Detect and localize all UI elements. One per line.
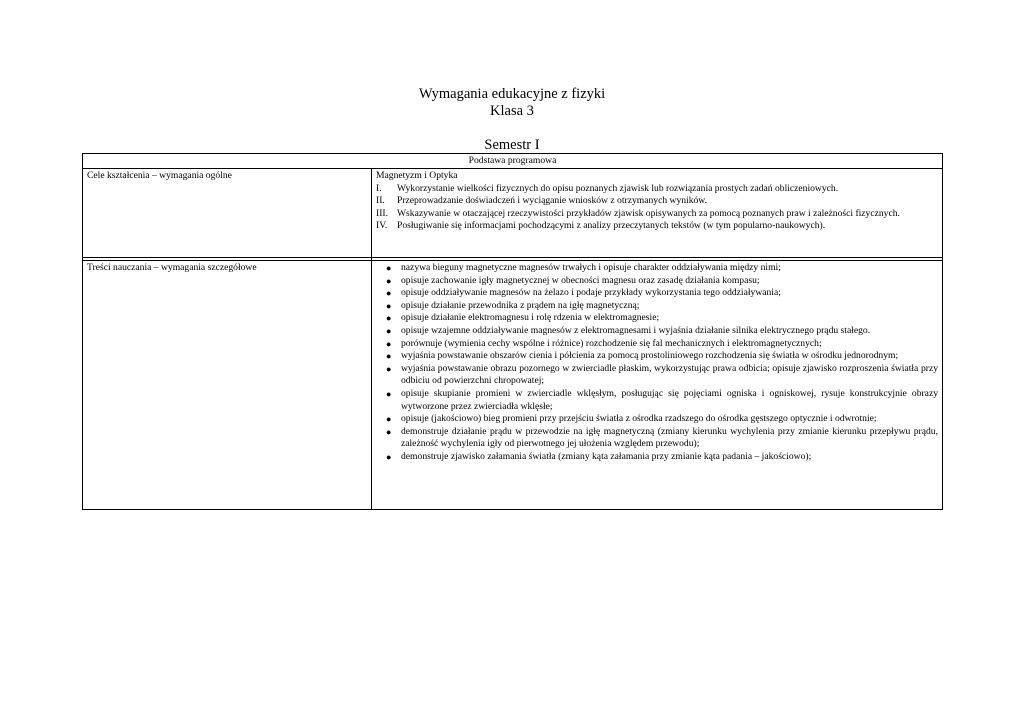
list-item-text: opisuje zachowanie igły magnetycznej w obecności magnesu oraz zasadę działania kompasu; <box>401 274 760 286</box>
bullet-icon: ● <box>386 351 392 362</box>
list-item-text: demonstruje zjawisko załamania światła (zmiany kąta załamania przy zmianie kąta padania – jakościowo); <box>401 450 812 462</box>
list-item <box>386 312 938 325</box>
detailed-requirements-row <box>83 261 943 510</box>
section-title: Magnetyzm i Optyka <box>376 170 458 181</box>
general-goals-list <box>376 183 938 233</box>
list-item-text: nazywa bieguny magnetyczne magnesów trwałych i opisuje charakter oddziaływania między nimi; <box>401 262 781 273</box>
list-item-text: opisuje (jakościowo) bieg promieni przy przejściu światła z ośrodka rzadszego do ośrodka gęstszego optycznie i odwrotnie; <box>401 413 877 425</box>
bullet-icon: ● <box>386 300 392 311</box>
list-item <box>386 387 938 413</box>
bullet-icon: ● <box>386 451 392 462</box>
bullet-icon: ● <box>386 313 392 324</box>
list-item-text: opisuje oddziaływanie magnesów na żelazo i podaje przykłady wykorzystania tego oddziaływania; <box>401 287 781 299</box>
bullet-icon: ● <box>386 263 392 273</box>
list-item-text: wyjaśnia powstawanie obszarów cienia i półcienia za pomocą prostoliniowego rozchodzenia się światła w ośrodku jednorodnym; <box>401 350 899 362</box>
list-item <box>386 362 938 388</box>
list-item-text: opisuje skupianie promieni w zwierciadle wklęsłym, posługując się pojęciami ogniska i ogniskowej, rysuje konstrukcyjnie obrazy wytworzone przez zwierciadła wklęsłe; <box>401 387 938 412</box>
goal-item <box>376 220 938 233</box>
list-item-text: opisuje wzajemne oddziaływanie magnesów z elektromagnesami i wyjaśnia działanie silnika elektrycznego prądu stałego. <box>401 324 871 336</box>
bullet-icon: ● <box>386 426 392 437</box>
list-item-text: opisuje działanie elektromagnesu i rolę rdzenia w elektromagnesie; <box>401 312 660 324</box>
list-item <box>386 262 938 275</box>
bullet-icon: ● <box>386 288 392 299</box>
bullet-icon: ● <box>386 388 392 399</box>
list-item-text: porównuje (wymienia cechy wspólne i różnice) rozchodzenie się fal mechanicznych i elektromagnetycznych; <box>401 337 822 349</box>
goal-number: I. <box>376 182 382 194</box>
bullet-icon: ● <box>386 275 392 286</box>
list-item <box>386 337 938 351</box>
general-requirements-content <box>372 169 943 258</box>
list-item <box>386 413 938 426</box>
list-item <box>386 287 938 300</box>
goal-text: Posługiwanie się informacjami pochodzącymi z analizy przeczytanych tekstów (w tym popularno-naukowych). <box>397 220 826 232</box>
goal-item <box>376 195 938 208</box>
list-item <box>386 299 938 313</box>
goal-number: IV. <box>376 220 388 232</box>
list-item <box>386 324 938 338</box>
goal-item <box>376 208 938 221</box>
bullet-icon: ● <box>386 363 392 374</box>
curriculum-table <box>82 153 943 510</box>
detailed-requirements-label: Treści nauczania – wymagania szczegółowe <box>83 261 372 510</box>
list-item-text: opisuje działanie przewodnika z prądem na igłę magnetyczną; <box>401 299 640 311</box>
bullet-icon: ● <box>386 325 392 336</box>
document-title-block <box>0 86 1024 120</box>
list-item <box>386 425 938 451</box>
goal-number: II. <box>376 195 385 207</box>
goal-text: Wskazywanie w otaczającej rzeczywistości przykładów zjawisk opisywanych za pomocą poznanych praw i zależności fizycznych. <box>397 207 900 219</box>
list-item <box>386 350 938 363</box>
document-title: Wymagania edukacyjne z fizyki <box>418 86 606 102</box>
bullet-icon: ● <box>386 414 392 425</box>
detailed-requirements-list <box>376 262 938 464</box>
semester-heading: Semestr I <box>484 137 540 153</box>
goal-text: Przeprowadzanie doświadczeń i wyciąganie wniosków z otrzymanych wyników. <box>397 195 708 207</box>
table-header-cell: Podstawa programowa <box>83 154 943 169</box>
table-header-row <box>83 154 943 169</box>
list-item <box>386 274 938 288</box>
list-item-text: demonstruje działanie prądu w przewodzie na igłę magnetyczną (zmiany kierunku wychylenia przy zmianie kierunku przepływu prądu, zależność wychylenia igły od pierwotnego jej ułożenia względem przewodu); <box>401 425 938 450</box>
bullet-icon: ● <box>386 338 392 349</box>
general-requirements-label: Cele kształcenia – wymagania ogólne <box>83 169 372 258</box>
list-item-text: wyjaśnia powstawanie obrazu pozornego w zwierciadle płaskim, wykorzystując prawa odbicia; opisuje zjawisko rozproszenia światła przy odbiciu od powierzchni chropowatej; <box>401 362 938 387</box>
goal-text: Wykorzystanie wielkości fizycznych do opisu poznanych zjawisk lub rozwiązania prostych zadań obliczeniowych. <box>397 182 839 194</box>
goal-item <box>376 183 938 196</box>
general-requirements-row <box>83 169 943 258</box>
list-item <box>386 450 938 464</box>
goal-number: III. <box>376 207 388 219</box>
detailed-requirements-content <box>372 261 943 510</box>
document-class: Klasa 3 <box>490 103 534 119</box>
